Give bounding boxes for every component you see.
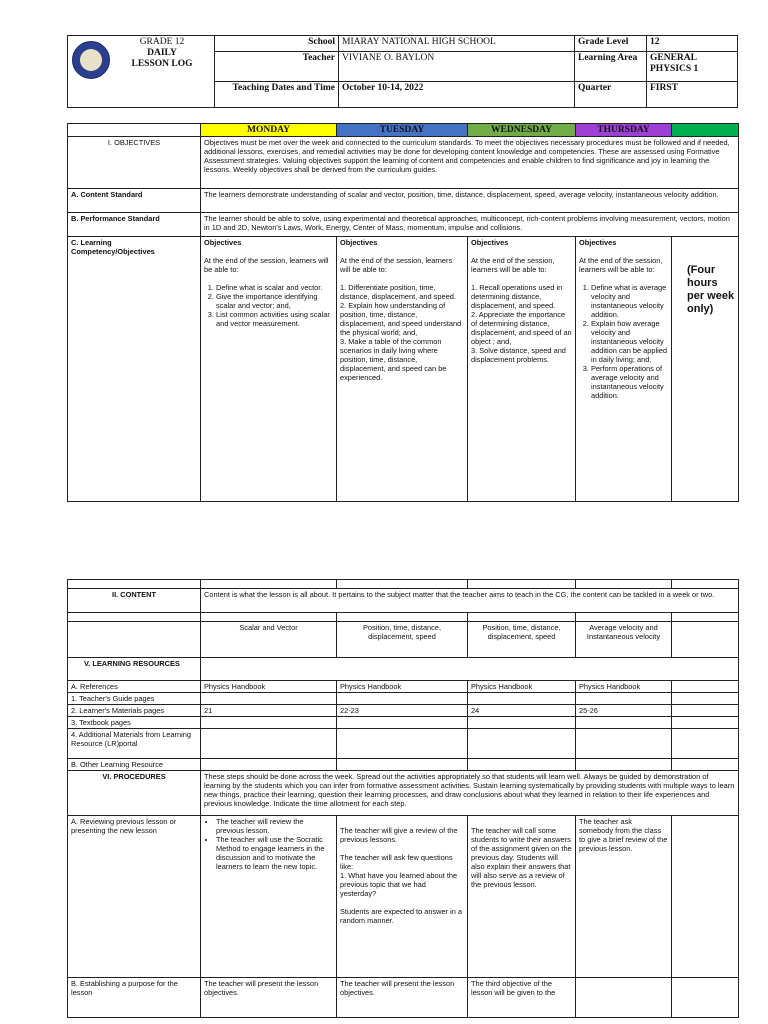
content-label: II. CONTENT bbox=[68, 589, 201, 613]
procedures-label: VI. PROCEDURES bbox=[68, 771, 201, 816]
review-text: The teacher will ask few questions like: bbox=[340, 853, 453, 871]
lesson-log-title: LESSON LOG bbox=[131, 59, 193, 69]
purpose-tuesday: The teacher will present the lesson objectives. bbox=[337, 978, 468, 1018]
day-tuesday: TUESDAY bbox=[337, 124, 468, 137]
obj-item: 2. Appreciate the importance of determining distance, displacement, and speed of an object ; and, bbox=[471, 310, 572, 346]
obj-item: 1. Recall operations used in determining distance, displacement, and speed. bbox=[471, 283, 563, 310]
performance-standard-text: The learner should be able to solve, using experimental and theoretical approaches, multiconcept, rich-content problems involving measurement, vectors, motion in 1D and 2D, Newton's Laws, Work, Energy, Center of Mass, momentum, impulse and collisions. bbox=[201, 213, 739, 237]
reference-wednesday: Physics Handbook bbox=[468, 681, 576, 693]
obj-heading: Objectives bbox=[579, 238, 617, 247]
dates-label: Teaching Dates and Time bbox=[215, 82, 339, 108]
obj-item: 1. Define what is scalar and vector. bbox=[216, 283, 333, 292]
obj-item: 2. Explain how average velocity and instantaneous velocity addition can be applied in daily living; and, bbox=[591, 319, 668, 364]
obj-heading: Objectives bbox=[471, 238, 509, 247]
obj-item: 3. Make a table of the common scenarios in daily living where position, time, distance, displacement, and speed can be experienced. bbox=[340, 337, 447, 382]
reference-tuesday: Physics Handbook bbox=[337, 681, 468, 693]
other-resource-label: B. Other Learning Resource bbox=[68, 759, 201, 771]
review-thursday: The teacher ask somebody from the class to give a brief review of the previous lesson. bbox=[576, 816, 672, 978]
procedures-text: These steps should be done across the week. Spread out the activities appropriately so that students will learn well. Always be guided by demonstration of learning by the students which you can infer from formative assessment activities. Sustain learning systematically by providing students with multiple ways to learn new things, practice their learning, question their learning processes, and draw conclusions about what they learned in relation to their life experiences and previous knowledge. Indicate the time allotment for each step. bbox=[201, 771, 739, 816]
purpose-label: B. Establishing a purpose for the lesson bbox=[68, 978, 201, 1018]
obj-item: 1. Differentiate position, time, distance, displacement, and speed. bbox=[340, 283, 456, 301]
day-thursday: THURSDAY bbox=[576, 124, 672, 137]
review-wednesday bbox=[468, 816, 576, 978]
obj-item: 3. Perform operations of average velocity and instantaneous velocity addition. bbox=[591, 364, 668, 400]
topic-monday: Scalar and Vector bbox=[201, 622, 337, 658]
textbook-label: 3. Textbook pages bbox=[68, 717, 201, 729]
review-text: The teacher will call some students to write their answers of the assignment given on the previous day. Students will also explain their answers that will also serve as a review of the previous lesson. bbox=[471, 826, 572, 889]
daily-title: DAILY bbox=[147, 48, 177, 58]
lm-pages-wednesday: 24 bbox=[468, 705, 576, 717]
competency-friday bbox=[672, 237, 739, 502]
header-title bbox=[68, 36, 215, 108]
review-tuesday bbox=[337, 816, 468, 978]
obj-intro: At the end of the session, learners will be able to: bbox=[340, 256, 453, 274]
hours-note: (Four hours per week only) bbox=[687, 264, 735, 315]
obj-heading: Objectives bbox=[340, 238, 378, 247]
content-table bbox=[67, 579, 739, 1018]
topic-wednesday: Position, time, distance, displacement, speed bbox=[468, 622, 576, 658]
additional-materials-label: 4. Additional Materials from Learning Resource (LR)portal bbox=[68, 729, 201, 759]
teacher-label: Teacher bbox=[215, 52, 339, 82]
competency-label: C. Learning Competency/Objectives bbox=[68, 237, 201, 502]
learners-materials-label: 2. Learner's Materials pages bbox=[68, 705, 201, 717]
obj-item: 2. Explain how understanding of position, time, distance, displacement, and speed understand the physical world; and, bbox=[340, 301, 462, 337]
learning-area-value: GENERAL PHYSICS 1 bbox=[647, 52, 738, 82]
school-value: MIARAY NATIONAL HIGH SCHOOL bbox=[339, 36, 575, 52]
review-text: The teacher will give a review of the previous lessons. bbox=[340, 826, 458, 844]
performance-standard-label: B. Performance Standard bbox=[68, 213, 201, 237]
quarter-label: Quarter bbox=[575, 82, 647, 108]
competency-tuesday bbox=[337, 237, 468, 502]
header-table bbox=[67, 35, 738, 108]
competency-thursday bbox=[576, 237, 672, 502]
obj-heading: Objectives bbox=[204, 238, 242, 247]
review-item: • The teacher will review the previous lesson. bbox=[216, 817, 333, 835]
lm-pages-thursday: 25-26 bbox=[576, 705, 672, 717]
reference-monday: Physics Handbook bbox=[201, 681, 337, 693]
obj-intro: At the end of the session, learners will be able to: bbox=[471, 256, 555, 274]
objectives-label: I. OBJECTIVES bbox=[68, 137, 201, 189]
reference-thursday: Physics Handbook bbox=[576, 681, 672, 693]
purpose-monday: The teacher will present the lesson objectives. bbox=[201, 978, 337, 1018]
grade-level-label: Grade Level bbox=[575, 36, 647, 52]
content-text: Content is what the lesson is all about. It pertains to the subject matter that the teacher aims to teach in the CG, the content can be tackled in a week or two. bbox=[201, 589, 739, 613]
obj-item: 1. Define what is average velocity and instantaneous velocity addition. bbox=[591, 283, 668, 319]
day-wednesday: WEDNESDAY bbox=[468, 124, 576, 137]
grade-level-value: 12 bbox=[647, 36, 738, 52]
topic-tuesday: Position, time, distance, displacement, speed bbox=[337, 622, 468, 658]
competency-monday bbox=[201, 237, 337, 502]
lm-pages-tuesday: 22-23 bbox=[337, 705, 468, 717]
review-item: • The teacher will use the Socratic Method to engage learners in the discussion and to motivate the learners to learn the new topic. bbox=[216, 835, 333, 871]
obj-item: 3. List common activities using scalar and vector measurement. bbox=[216, 310, 333, 328]
teachers-guide-label: 1. Teacher's Guide pages bbox=[68, 693, 201, 705]
obj-item: 2. Give the importance identifying scalar and vector; and, bbox=[216, 292, 333, 310]
obj-intro: At the end of the session, learners will be able to: bbox=[204, 256, 329, 274]
quarter-value: FIRST bbox=[647, 82, 738, 108]
days-blank bbox=[68, 124, 201, 137]
objectives-table bbox=[67, 123, 739, 502]
learning-area-label: Learning Area bbox=[575, 52, 647, 82]
review-monday bbox=[201, 816, 337, 978]
content-standard-label: A. Content Standard bbox=[68, 189, 201, 213]
review-text: 1. What have you learned about the previous topic that we had yesterday? bbox=[340, 871, 458, 898]
content-standard-text: The learners demonstrate understanding of scalar and vector, position, time, distance, displacement, speed, average velocity, instantaneous velocity addition. bbox=[201, 189, 739, 213]
dates-value: October 10-14, 2022 bbox=[339, 82, 575, 108]
obj-intro: At the end of the session, learners will be able to: bbox=[579, 256, 663, 274]
school-label: School bbox=[215, 36, 339, 52]
day-monday: MONDAY bbox=[201, 124, 337, 137]
grade-title: GRADE 12 bbox=[139, 37, 185, 47]
review-text: Students are expected to answer in a random manner. bbox=[340, 907, 463, 925]
lm-pages-monday: 21 bbox=[201, 705, 337, 717]
purpose-wednesday: The third objective of the lesson will be given to the bbox=[468, 978, 576, 1018]
references-label: A. References bbox=[68, 681, 201, 693]
objectives-text: Objectives must be met over the week and connected to the curriculum standards. To meet the objectives necessary procedures must be followed and if needed, additional lessons, exercises, and remedial activities may be done for developing content knowledge and competencies. These are assessed using Formative Assessment strategies. Valuing objectives support the learning of content and competencies and enable children to find significance and joy in learning the lessons. Weekly objectives shall be derived from the curriculum guides. bbox=[201, 137, 739, 189]
topic-thursday: Average velocity and Instantaneous velocity bbox=[576, 622, 672, 658]
day-friday bbox=[672, 124, 739, 137]
resources-label: V. LEARNING RESOURCES bbox=[68, 658, 201, 681]
competency-wednesday bbox=[468, 237, 576, 502]
review-label: A. Reviewing previous lesson or presenting the new lesson bbox=[68, 816, 201, 978]
teacher-value: VIVIANE O. BAYLON bbox=[339, 52, 575, 82]
obj-item: 3. Solve distance, speed and displacement problems. bbox=[471, 346, 566, 364]
